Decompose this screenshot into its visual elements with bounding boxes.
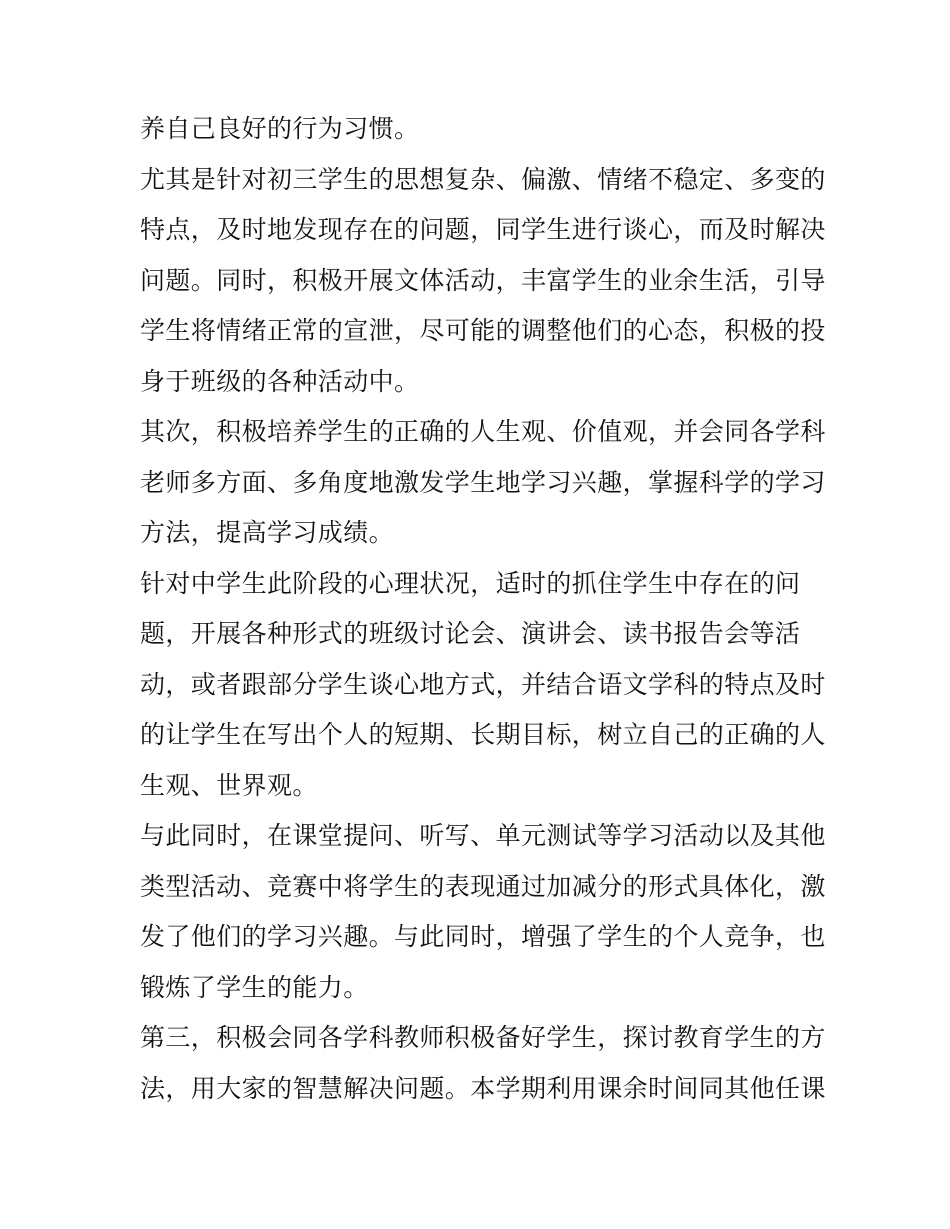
text-line: 养自己良好的行为习惯。 <box>140 114 420 143</box>
paragraph-4 <box>140 559 826 812</box>
text-line: 特点，及时地发现存在的问题，同学生进行谈心，而及时解决 <box>140 215 826 244</box>
text-line: 方法，提高学习成绩。 <box>140 518 395 547</box>
text-line: 锻炼了学生的能力。 <box>140 972 369 1002</box>
text-line: 类型活动、竞赛中将学生的表现通过加减分的形式具体化，激 <box>140 871 826 901</box>
paragraph-6 <box>140 1013 826 1114</box>
text-line: 法，用大家的智慧解决问题。本学期利用课余时间同其他任课 <box>140 1073 826 1103</box>
text-line: 生观、世界观。 <box>140 770 318 800</box>
paragraph-1 <box>140 104 820 155</box>
text-line: 第三，积极会同各学科教师积极备好学生，探讨教育学生的方 <box>140 1023 826 1052</box>
paragraph-5 <box>140 811 826 1013</box>
text-line: 与此同时，在课堂提问、听写、单元测试等学习活动以及其他 <box>140 821 826 850</box>
text-line: 老师多方面、多角度地激发学生地学习兴趣，掌握科学的学习 <box>140 467 826 497</box>
text-line: 其次，积极培养学生的正确的人生观、价值观，并会同各学科 <box>140 417 826 446</box>
paragraph-3 <box>140 407 826 559</box>
text-line: 题，开展各种形式的班级讨论会、演讲会、读书报告会等活 <box>140 619 801 648</box>
text-line: 学生将情绪正常的宣泄，尽可能的调整他们的心态，积极的投 <box>140 316 826 345</box>
text-line: 问题。同时，积极开展文体活动，丰富学生的业余生活，引导 <box>140 265 826 295</box>
text-line: 的让学生在写出个人的短期、长期目标，树立自己的正确的人 <box>140 720 826 749</box>
document-body <box>140 104 826 1114</box>
text-line: 针对中学生此阶段的心理状况，适时的抓住学生中存在的问 <box>140 568 801 598</box>
text-line: 尤其是针对初三学生的思想复杂、偏激、情绪不稳定、多变的 <box>140 164 826 194</box>
text-line: 发了他们的学习兴趣。与此同时，增强了学生的个人竞争，也 <box>140 922 826 951</box>
text-line: 动，或者跟部分学生谈心地方式，并结合语文学科的特点及时 <box>140 669 826 699</box>
paragraph-2 <box>140 155 826 408</box>
text-line: 身于班级的各种活动中。 <box>140 366 420 396</box>
